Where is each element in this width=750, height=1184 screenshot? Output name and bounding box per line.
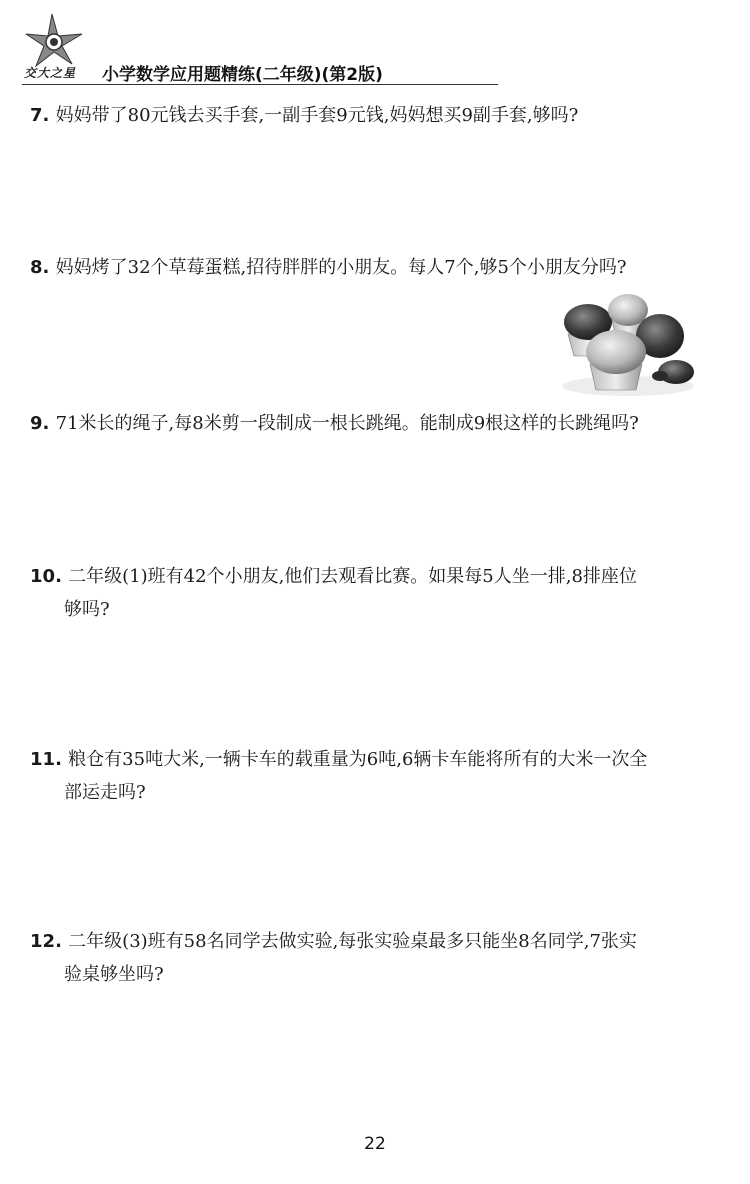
question-text: 妈妈烤了32个草莓蛋糕,招待胖胖的小朋友。每人7个,够5个小朋友分吗?: [55, 257, 627, 278]
question-number: 7: [30, 105, 43, 126]
header-divider: [22, 84, 498, 85]
question-number: 9: [30, 413, 43, 434]
question-text: 妈妈带了80元钱去买手套,一副手套9元钱,妈妈想买9副手套,够吗?: [55, 105, 579, 126]
page-header: [22, 12, 498, 86]
question-8: 8. 妈妈烤了32个草莓蛋糕,招待胖胖的小朋友。每人7个,够5个小朋友分吗?: [30, 257, 627, 278]
page-number: 22: [364, 1134, 386, 1154]
question-text: 粮仓有35吨大米,一辆卡车的载重量为6吨,6辆卡车能将所有的大米一次全: [68, 749, 648, 770]
question-9: 9. 71米长的绳子,每8米剪一段制成一根长跳绳。能制成9根这样的长跳绳吗?: [30, 413, 639, 434]
question-text-continuation: 够吗?: [64, 599, 110, 620]
book-title: 小学数学应用题精练(二年级)(第2版): [102, 65, 383, 85]
question-number: 11: [30, 749, 56, 770]
question-text: 71米长的绳子,每8米剪一段制成一根长跳绳。能制成9根这样的长跳绳吗?: [55, 413, 639, 434]
question-10: 10. 二年级(1)班有42个小朋友,他们去观看比赛。如果每5人坐一排,8排座位 够吗?: [30, 560, 730, 626]
question-12: 12. 二年级(3)班有58名同学去做实验,每张实验桌最多只能坐8名同学,7张实 验桌够坐吗?: [30, 925, 730, 991]
muffins-illustration: [556, 286, 698, 398]
question-7: 7. 妈妈带了80元钱去买手套,一副手套9元钱,妈妈想买9副手套,够吗?: [30, 105, 579, 126]
question-number: 10: [30, 566, 56, 587]
question-text: 二年级(1)班有42个小朋友,他们去观看比赛。如果每5人坐一排,8排座位: [68, 566, 637, 587]
logo-text: 交大之星: [24, 66, 77, 80]
question-number: 8: [30, 257, 43, 278]
question-text: 二年级(3)班有58名同学去做实验,每张实验桌最多只能坐8名同学,7张实: [68, 931, 637, 952]
question-number: 12: [30, 931, 56, 952]
question-text-continuation: 验桌够坐吗?: [64, 964, 164, 985]
question-text-continuation: 部运走吗?: [64, 782, 146, 803]
question-11: 11. 粮仓有35吨大米,一辆卡车的载重量为6吨,6辆卡车能将所有的大米一次全 部运走吗?: [30, 743, 730, 809]
